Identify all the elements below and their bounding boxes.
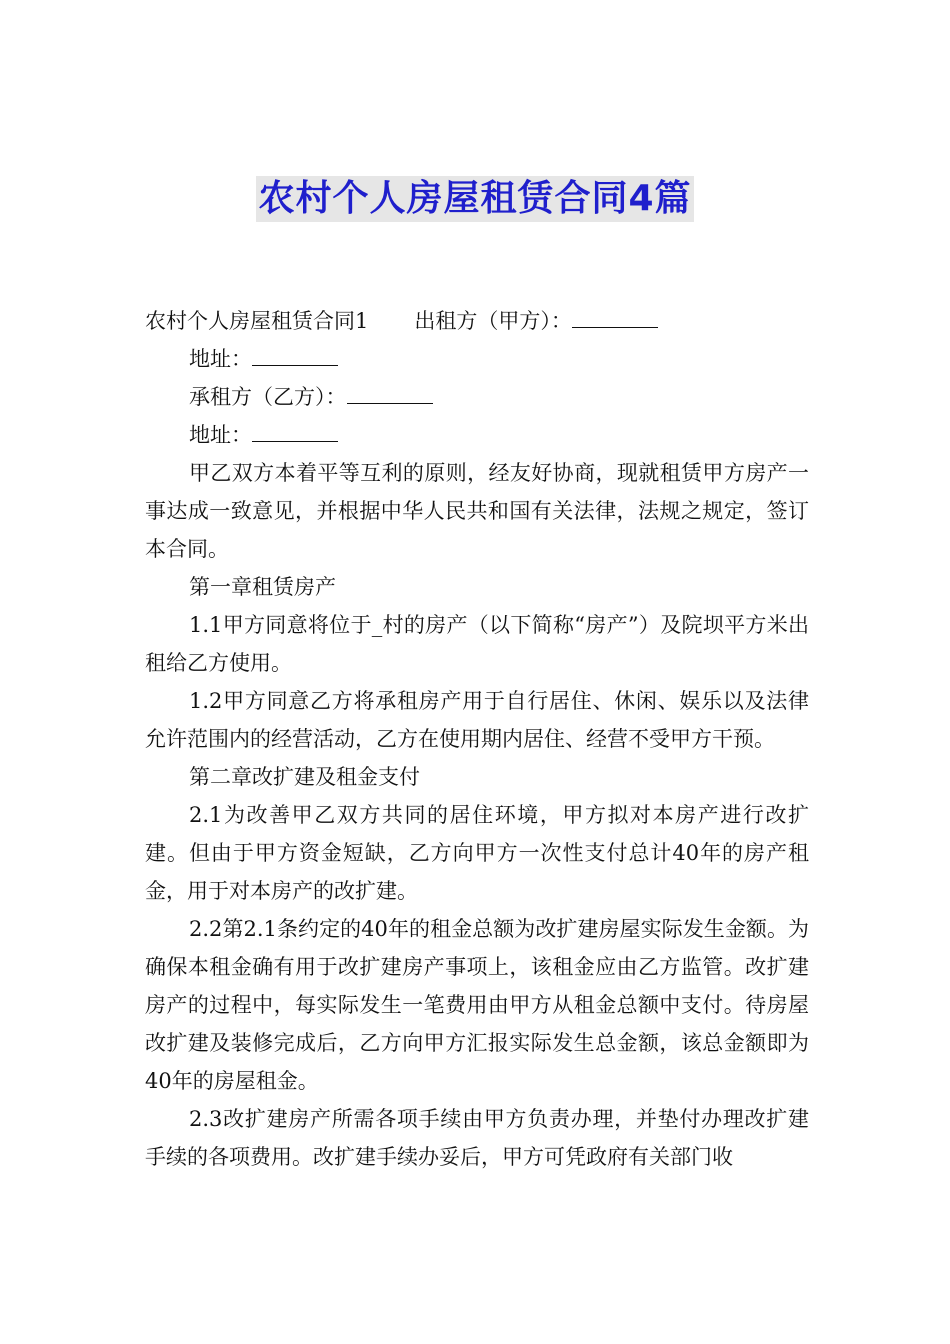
header-line [145, 302, 809, 340]
clause-2-3: 2.3改扩建房产所需各项手续由甲方负责办理，并垫付办理改扩建手续的各项费用。改扩建手续办妥后，甲方可凭政府有关部门收 [145, 1107, 809, 1169]
address1-line [145, 340, 809, 378]
address1-blank [252, 341, 338, 366]
chapter2-heading: 第二章改扩建及租金支付 [189, 765, 420, 789]
clause-2-2: 2.2第2.1条约定的40年的租金总额为改扩建房屋实际发生金额。为确保本租金确有用于改扩建房产事项上，该租金应由乙方监管。改扩建房产的过程中，每实际发生一笔费用由甲方从租金总额中支付。待房屋改扩建及装修完成后，乙方向甲方汇报实际发生总金额，该总金额即为40年的房屋租金。 [145, 917, 809, 1093]
clause-1-1: 1.1甲方同意将位于_村的房产（以下简称“房产”）及院坝平方米出租给乙方使用。 [145, 613, 809, 675]
contract-name: 农村个人房屋租赁合同1 [145, 309, 369, 333]
document-title: 农村个人房屋租赁合同4篇 [256, 176, 693, 222]
lessee-label: 承租方（乙方）： [189, 385, 347, 409]
lessee-blank [347, 379, 433, 404]
lessor-label: 出租方（甲方）： [414, 309, 572, 333]
lessor-blank [572, 303, 658, 328]
address2-line [145, 416, 809, 454]
clause-2-1: 2.1为改善甲乙双方共同的居住环境，甲方拟对本房产进行改扩建。但由于甲方资金短缺，乙方向甲方一次性支付总计40年的房产租金，用于对本房产的改扩建。 [145, 803, 809, 903]
chapter1-heading: 第一章租赁房产 [189, 575, 336, 599]
contract-body [145, 302, 809, 1176]
address2-blank [252, 417, 338, 442]
clause-1-2: 1.2甲方同意乙方将承租房产用于自行居住、休闲、娱乐以及法律允许范围内的经营活动，乙方在使用期内居住、经营不受甲方干预。 [145, 689, 809, 751]
title-container [0, 176, 950, 222]
address1-label: 地址： [189, 347, 252, 371]
lessee-line [145, 378, 809, 416]
address2-label: 地址： [189, 423, 252, 447]
intro-paragraph: 甲乙双方本着平等互利的原则，经友好协商，现就租赁甲方房产一事达成一致意见，并根据中华人民共和国有关法律，法规之规定，签订本合同。 [145, 461, 809, 561]
